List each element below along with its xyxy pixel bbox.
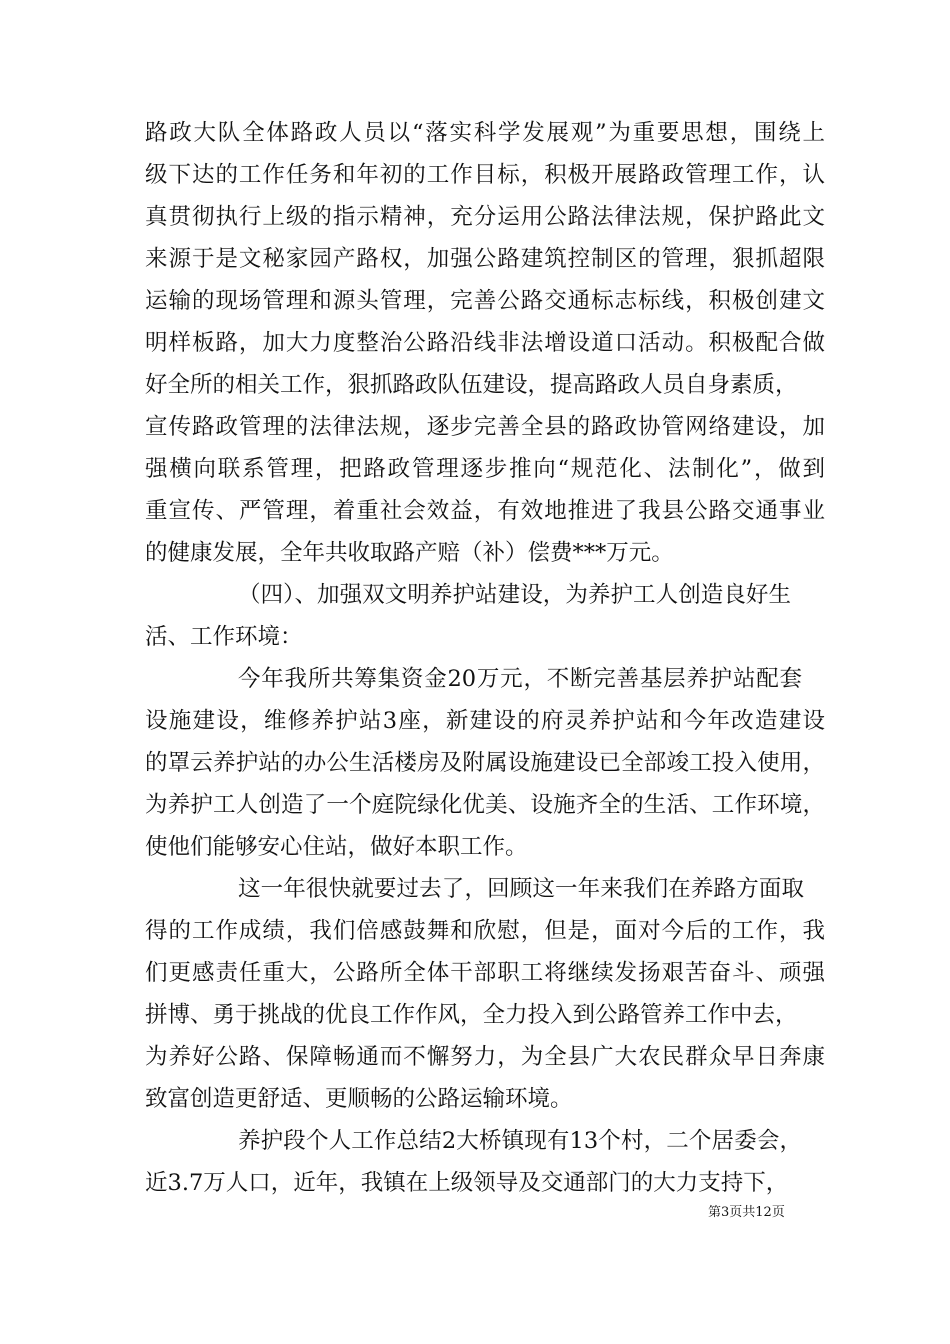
text-line: 重宣传、严管理，着重社会效益，有效地推进了我县公路交通事业: [145, 498, 825, 524]
text-line: 养护段个人工作总结2大桥镇现有13个村，二个居委会，: [238, 1128, 802, 1154]
section-heading-line: 活、工作环境：: [145, 624, 303, 650]
text-line: 明样板路，加大力度整治公路沿线非法增设道口活动。积极配合做: [145, 330, 825, 356]
page-number: 第3页共12页: [708, 1205, 785, 1220]
text-line: 这一年很快就要过去了，回顾这一年来我们在养路方面取: [238, 876, 804, 902]
text-line: 今年我所共筹集资金20万元，不断完善基层养护站配套: [238, 666, 802, 692]
text-line: 的健康发展，全年共收取路产赔（补）偿费***万元。: [145, 540, 674, 566]
text-line: 的罩云养护站的办公生活楼房及附属设施建设已全部竣工投入使用，: [145, 750, 825, 776]
text-line: 宣传路政管理的法律法规，逐步完善全县的路政协管网络建设，加: [145, 414, 825, 440]
text-line: 路政大队全体路政人员以“落实科学发展观”为重要思想，围绕上: [145, 120, 825, 146]
text-line: 强横向联系管理，把路政管理逐步推向“规范化、法制化”，做到: [145, 456, 825, 482]
text-line: 拼博、勇于挑战的优良工作作风，全力投入到公路管养工作中去，: [145, 1002, 798, 1028]
text-line: 来源于是文秘家园产路权，加强公路建筑控制区的管理，狠抓超限: [145, 246, 825, 272]
section-heading-line: （四）、加强双文明养护站建设，为养护工人创造良好生: [238, 582, 791, 608]
text-line: 为养好公路、保障畅通而不懈努力，为全县广大农民群众早日奔康: [145, 1044, 825, 1070]
text-line: 为养护工人创造了一个庭院绿化优美、设施齐全的生活、工作环境，: [145, 792, 825, 818]
text-line: 使他们能够安心住站，做好本职工作。: [145, 834, 528, 860]
text-line: 近3.7万人口，近年，我镇在上级领导及交通部门的大力支持下，: [145, 1170, 789, 1196]
text-line: 好全所的相关工作，狠抓路政队伍建设，提高路政人员自身素质，: [145, 372, 798, 398]
text-line: 真贯彻执行上级的指示精神，充分运用公路法律法规，保护路此文: [145, 204, 825, 230]
text-line: 设施建设，维修养护站3座，新建设的府灵养护站和今年改造建设: [145, 708, 825, 734]
text-line: 得的工作成绩，我们倍感鼓舞和欣慰，但是，面对今后的工作，我: [145, 918, 825, 944]
text-line: 运输的现场管理和源头管理，完善公路交通标志标线，积极创建文: [145, 288, 825, 314]
text-line: 级下达的工作任务和年初的工作目标，积极开展路政管理工作，认: [145, 162, 825, 188]
text-line: 们更感责任重大，公路所全体干部职工将继续发扬艰苦奋斗、顽强: [145, 960, 825, 986]
text-line: 致富创造更舒适、更顺畅的公路运输环境。: [145, 1086, 573, 1112]
